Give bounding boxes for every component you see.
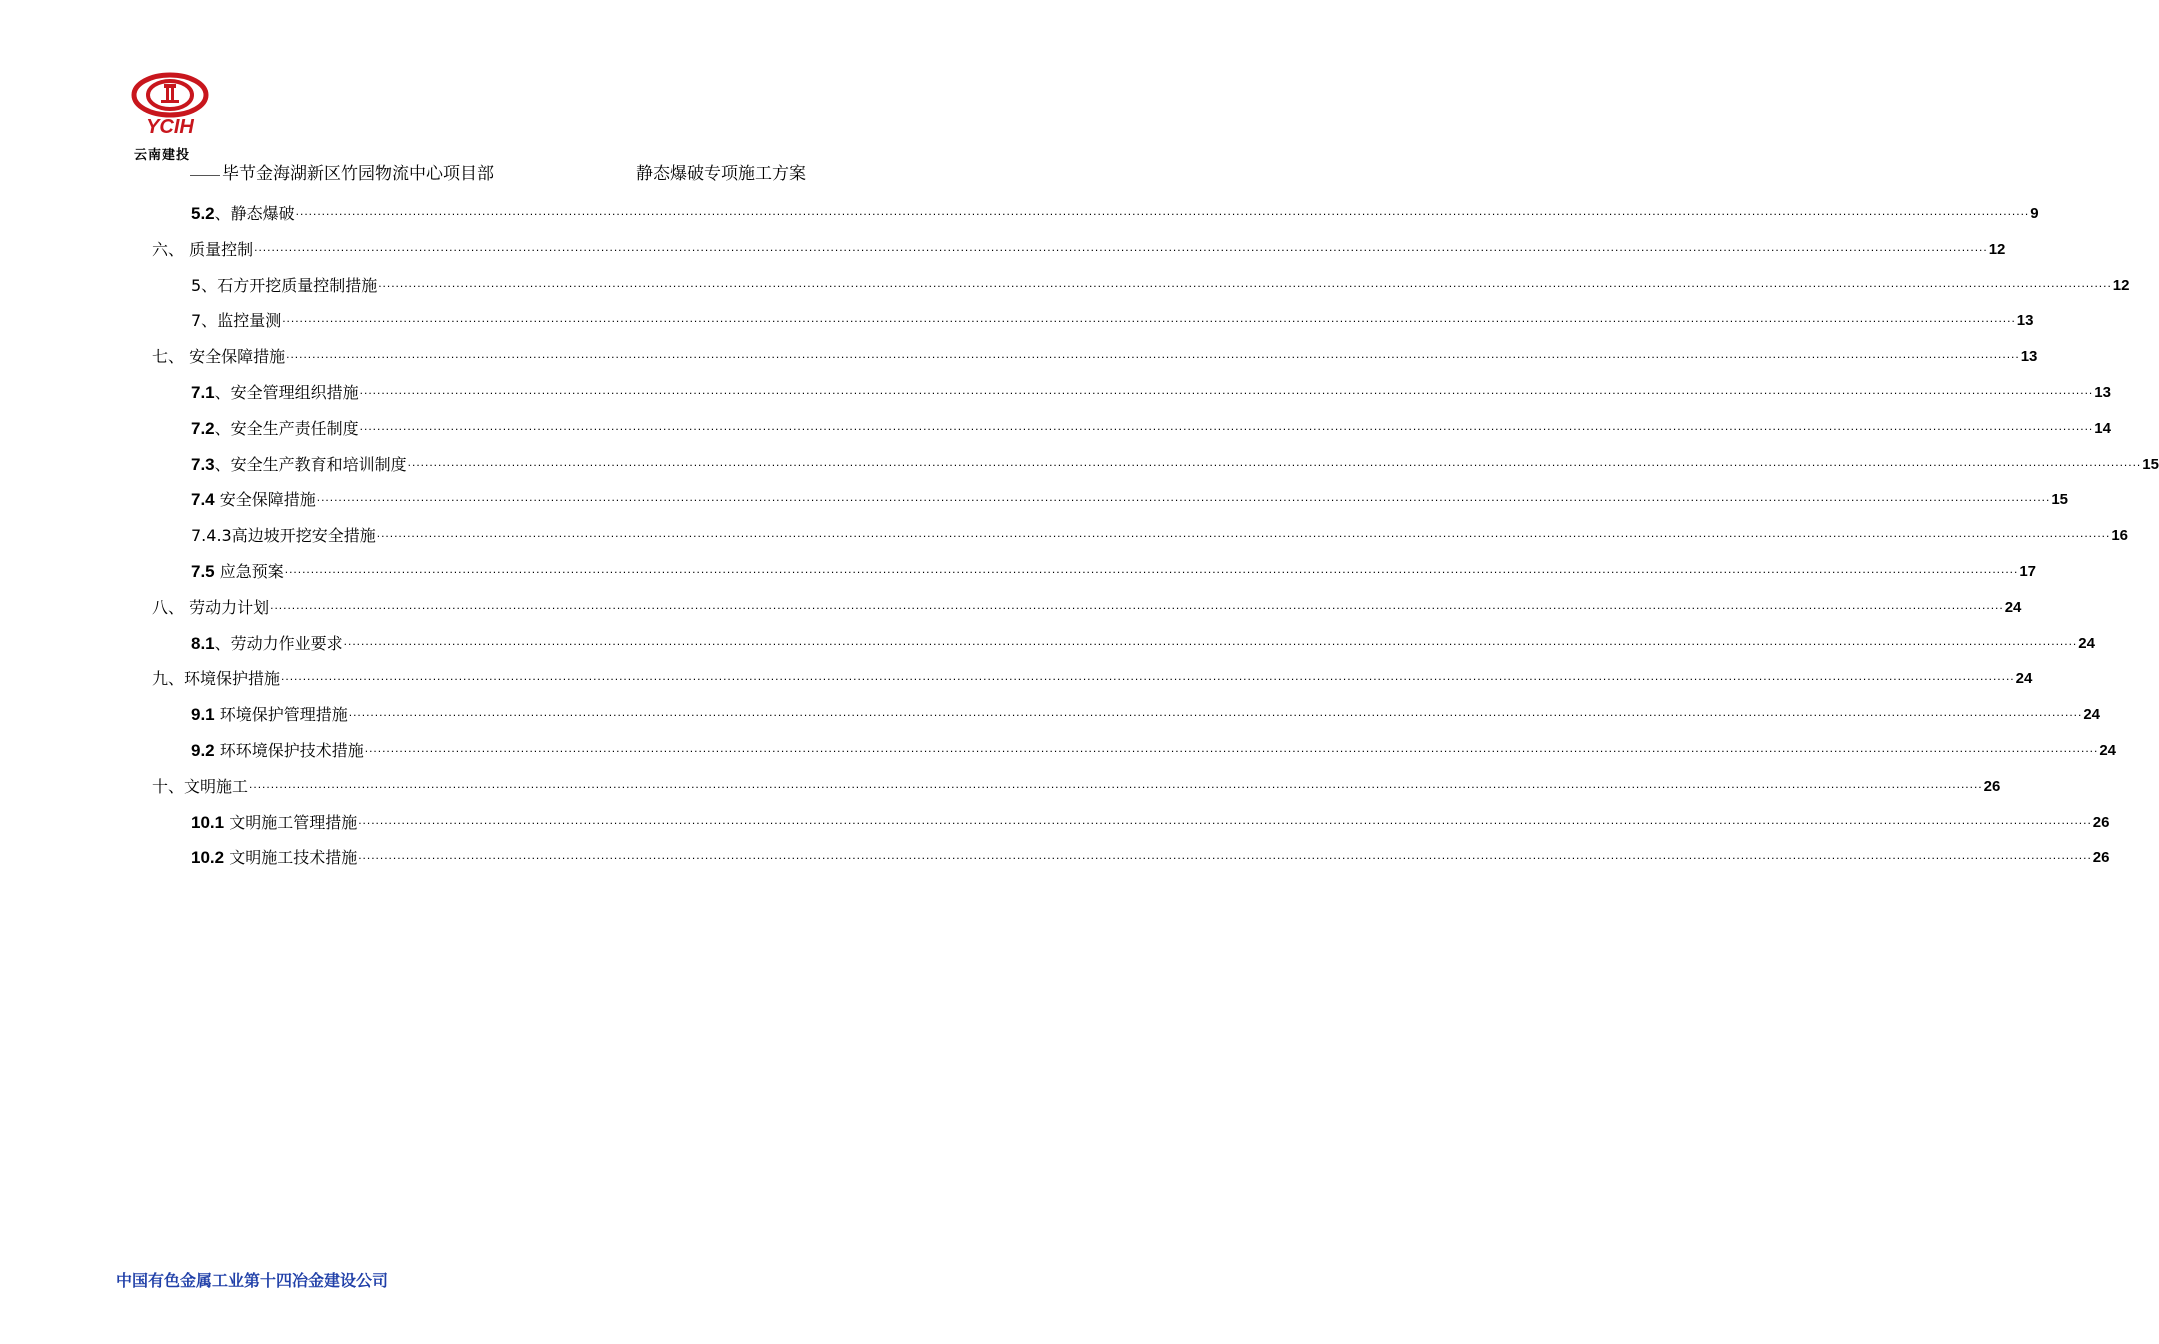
toc-dot-leader: ................................................................................................................................................................................................................................................................................................................................................................................................................ [254, 239, 1988, 254]
toc-page-number: 14 [2094, 419, 2111, 437]
toc-entry-separator: 、 [214, 383, 231, 402]
toc-page-number: 26 [2092, 813, 2110, 831]
toc-entry-label [152, 240, 253, 260]
toc-entry[interactable] [152, 592, 2022, 618]
company-logo [128, 72, 212, 168]
toc-entry-number: 10.2 [191, 848, 225, 868]
toc-dot-leader: ................................................................................................................................................................................................................................................................................................................................................................................................................ [358, 848, 2092, 863]
toc-entry-title: 劳动力计划 [189, 597, 270, 617]
toc-entry-label [191, 705, 348, 725]
toc-entry[interactable] [191, 807, 2110, 833]
toc-entry-label [191, 276, 377, 296]
toc-page-number: 26 [2092, 849, 2110, 867]
toc-page-number: 24 [2078, 634, 2095, 652]
toc-entry-number: 7.2 [191, 418, 215, 438]
toc-entry-label [191, 455, 407, 475]
toc-entry-title: 劳动力作业要求 [230, 633, 343, 653]
toc-entry-title: 文明施工管理措施 [229, 812, 358, 832]
toc-entry-label [191, 562, 284, 582]
toc-entry-label [191, 741, 364, 761]
toc-entry-separator: 、 [214, 633, 231, 653]
toc-entry-label [152, 598, 269, 618]
toc-entry-label [152, 777, 248, 797]
toc-entry[interactable] [191, 413, 2111, 439]
ycih-emblem-icon [128, 72, 212, 120]
toc-dot-leader: ................................................................................................................................................................................................................................................................................................................................................................................................................ [249, 776, 1983, 791]
toc-entry-label [191, 419, 359, 439]
toc-dot-leader: ................................................................................................................................................................................................................................................................................................................................................................................................................ [295, 204, 2030, 218]
toc-entry-number: 10.1 [191, 812, 225, 832]
toc-page-number: 12 [1988, 240, 2006, 258]
toc-entry[interactable] [191, 449, 2159, 475]
toc-page-number: 24 [2083, 706, 2101, 724]
footer-company-name: 中国有色金属工业第十四冶金建设公司 [116, 1271, 389, 1290]
toc-dot-leader: ................................................................................................................................................................................................................................................................................................................................................................................................................ [348, 705, 2083, 720]
toc-entry-title: 环境保护管理措施 [219, 705, 348, 725]
toc-entry[interactable] [191, 520, 2129, 546]
toc-entry[interactable] [191, 484, 2069, 510]
toc-entry-number: 六、 [152, 239, 185, 259]
toc-entry-number: 7.1 [191, 383, 215, 402]
toc-dot-leader: ................................................................................................................................................................................................................................................................................................................................................................................................................ [364, 741, 2099, 755]
toc-page-number: 26 [1983, 777, 2001, 795]
toc-entry-number: 8.1 [191, 633, 215, 653]
toc-dot-leader: ................................................................................................................................................................................................................................................................................................................................................................................................................ [316, 490, 2051, 505]
toc-dot-leader: ................................................................................................................................................................................................................................................................................................................................................................................................................ [359, 383, 2094, 397]
toc-entry-number: 九、 [152, 669, 185, 689]
toc-entry-title: 安全保障措施 [219, 490, 316, 510]
toc-page-number: 13 [2094, 384, 2111, 401]
toc-entry[interactable] [191, 556, 2037, 582]
toc-entry-number: 9.1 [191, 705, 215, 725]
toc-dot-leader: ................................................................................................................................................................................................................................................................................................................................................................................................................ [376, 526, 2111, 541]
toc-entry-title: 高边坡开挖安全措施 [231, 526, 376, 546]
toc-entry-number: 7、 [191, 311, 218, 331]
toc-entry-label [191, 383, 359, 403]
logo-subtitle: 云南建投 [134, 148, 191, 163]
toc-dot-leader: ................................................................................................................................................................................................................................................................................................................................................................................................................ [281, 669, 2015, 684]
toc-entry-number: 5.2 [191, 204, 215, 223]
toc-entry[interactable] [191, 735, 2117, 761]
toc-entry-number: 9.2 [191, 741, 215, 760]
toc-entry-label [191, 526, 376, 546]
toc-entry-label [152, 347, 285, 367]
toc-entry-title: 安全管理组织措施 [230, 383, 359, 402]
toc-dot-leader: ................................................................................................................................................................................................................................................................................................................................................................................................................ [270, 597, 2004, 612]
toc-entry-number: 5、 [191, 275, 218, 295]
toc-entry[interactable] [152, 341, 2038, 367]
toc-entry-number: 7.4.3 [191, 526, 232, 546]
toc-entry[interactable] [191, 842, 2110, 868]
toc-entry-title: 安全生产责任制度 [230, 418, 359, 438]
toc-page-number: 12 [2112, 276, 2130, 294]
toc-entry-label [191, 634, 343, 654]
toc-entry-title: 石方开挖质量控制措施 [217, 275, 378, 295]
toc-entry-label [191, 813, 357, 833]
toc-entry-label [191, 311, 281, 331]
header-project-name: 毕节金海湖新区竹园物流中心项目部 [222, 164, 494, 184]
toc-dot-leader: ................................................................................................................................................................................................................................................................................................................................................................................................................ [378, 275, 2112, 290]
toc-page-number: 13 [2016, 312, 2034, 330]
toc-page-number: 15 [2142, 455, 2159, 473]
toc-page-number: 24 [2004, 598, 2022, 616]
toc-entry-title: 环环境保护技术措施 [219, 741, 364, 760]
toc-entry-number: 7.3 [191, 454, 215, 474]
toc-entry-label [152, 669, 280, 689]
toc-entry-title: 环境保护措施 [184, 669, 281, 689]
toc-page-number: 9 [2030, 205, 2039, 222]
header-rule [190, 175, 220, 176]
toc-page-number: 17 [2019, 563, 2037, 580]
toc-entry[interactable] [191, 270, 2130, 296]
toc-entry-number: 十、 [152, 776, 185, 796]
toc-entry-title: 质量控制 [189, 239, 254, 259]
header-document-title: 静态爆破专项施工方案 [636, 164, 806, 184]
toc-dot-leader: ................................................................................................................................................................................................................................................................................................................................................................................................................ [359, 418, 2094, 433]
toc-entry-number: 八、 [152, 597, 185, 617]
toc-entry-title: 文明施工 [184, 776, 249, 796]
logo-brand-text: YCIH [146, 116, 194, 138]
toc-entry-title: 文明施工技术措施 [229, 848, 358, 868]
toc-entry-number: 七、 [152, 347, 185, 367]
toc-entry-separator: 、 [214, 418, 231, 438]
toc-dot-leader: ................................................................................................................................................................................................................................................................................................................................................................................................................ [358, 812, 2092, 827]
toc-dot-leader: ................................................................................................................................................................................................................................................................................................................................................................................................................ [343, 633, 2078, 648]
toc-entry-number: 7.4 [191, 490, 215, 510]
toc-entry[interactable] [191, 628, 2095, 654]
toc-entry-title: 安全保障措施 [189, 347, 286, 367]
toc-entry-label [191, 490, 316, 510]
toc-page-number: 24 [2099, 742, 2117, 759]
toc-page-number: 16 [2111, 527, 2129, 545]
toc-entry-title: 监控量测 [217, 311, 282, 331]
toc-entry[interactable] [191, 377, 2111, 403]
toc-dot-leader: ................................................................................................................................................................................................................................................................................................................................................................................................................ [284, 562, 2019, 576]
toc-entry[interactable] [191, 198, 2039, 224]
toc-dot-leader: ................................................................................................................................................................................................................................................................................................................................................................................................................ [282, 311, 2016, 326]
toc-page-number: 13 [2020, 348, 2038, 366]
toc-entry-title: 静态爆破 [230, 204, 295, 223]
toc-entry[interactable] [152, 771, 2001, 797]
toc-entry-separator: 、 [214, 204, 231, 223]
toc-entry[interactable] [191, 305, 2034, 331]
toc-dot-leader: ................................................................................................................................................................................................................................................................................................................................................................................................................ [286, 347, 2020, 362]
toc-page-number: 15 [2051, 491, 2069, 509]
toc-page-number: 24 [2015, 670, 2033, 688]
toc-entry-number: 7.5 [191, 562, 215, 581]
toc-entry-title: 安全生产教育和培训制度 [230, 454, 407, 474]
toc-entry-separator: 、 [214, 454, 231, 474]
toc-entry-label [191, 848, 357, 868]
toc-dot-leader: ................................................................................................................................................................................................................................................................................................................................................................................................................ [407, 454, 2142, 469]
toc-entry[interactable] [191, 699, 2101, 725]
toc-entry[interactable] [152, 663, 2033, 689]
toc-entry-title: 应急预案 [219, 562, 284, 581]
toc-entry-label [191, 204, 295, 224]
toc-entry[interactable] [152, 234, 2006, 260]
